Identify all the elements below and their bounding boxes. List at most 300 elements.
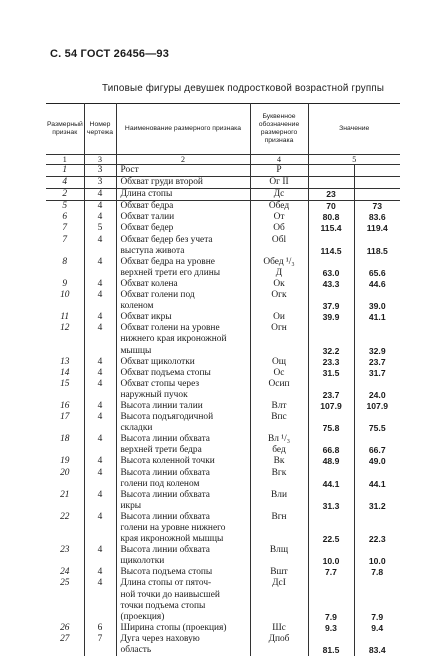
feature-code: Впс: [250, 412, 308, 423]
drawing-number: [84, 246, 116, 257]
drawing-number: [84, 445, 116, 456]
value-2: 39.0: [368, 301, 386, 312]
drawing-number: 4: [84, 412, 116, 423]
table-row: [46, 479, 400, 490]
feature-number: [46, 479, 84, 490]
value-1: [308, 490, 354, 501]
drawing-number: [84, 601, 116, 612]
feature-name: Длина стопы: [116, 189, 250, 201]
table-row: [46, 201, 400, 213]
col-header-value: Значение: [308, 104, 400, 155]
feature-code: Обед ¹/₃: [250, 257, 308, 268]
value-2: [354, 490, 400, 501]
value-1: [308, 578, 354, 589]
drawing-number: 4: [84, 434, 116, 445]
drawing-number: 4: [84, 357, 116, 368]
feature-name: Высота линии обхвата: [116, 468, 250, 479]
feature-number: [46, 301, 84, 312]
feature-name: Обхват голени на уровне: [116, 323, 250, 334]
feature-number: 25: [46, 578, 84, 589]
table-row: [46, 223, 400, 234]
feature-name: Высота коленной точки: [116, 456, 250, 467]
feature-number: 1: [46, 165, 84, 177]
table-row: [46, 512, 400, 523]
feature-code: Ок: [250, 279, 308, 290]
page-header: С. 54 ГОСТ 26456—93: [50, 48, 170, 60]
drawing-number: [84, 590, 116, 601]
table-row: [46, 523, 400, 534]
feature-code: [250, 612, 308, 623]
table-row: [46, 189, 400, 201]
value-1: [308, 512, 354, 523]
feature-name: Дуга через наховую: [116, 634, 250, 645]
value-1: 75.8: [308, 423, 354, 434]
feature-name: Обхват голени под: [116, 290, 250, 301]
feature-name: Обхват бедер: [116, 223, 250, 234]
feature-name: голени на уровне нижнего: [116, 523, 250, 534]
feature-name: Обхват стопы через: [116, 379, 250, 390]
value-2: [354, 235, 400, 246]
feature-code: Огн: [250, 323, 308, 334]
drawing-number: [84, 268, 116, 279]
value-2: 32.9: [368, 345, 386, 356]
drawing-number: 4: [84, 512, 116, 523]
feature-code: [250, 479, 308, 490]
feature-number: [46, 246, 84, 257]
value-2: 10.0: [368, 556, 386, 567]
feature-name: Обхват бедер без учета: [116, 235, 250, 246]
value-1: 107.9: [308, 401, 354, 412]
table-row: [46, 556, 400, 567]
feature-code: [250, 534, 308, 545]
feature-code: Вл ¹/₃: [250, 434, 308, 445]
feature-number: 21: [46, 490, 84, 501]
feature-name: Обхват колена: [116, 279, 250, 290]
table-row: [46, 490, 400, 501]
table-row: [46, 401, 400, 412]
feature-name: коленом: [116, 301, 250, 312]
feature-code: Влт: [250, 401, 308, 412]
feature-number: 26: [46, 623, 84, 634]
value-1: [308, 257, 354, 268]
value-2: 66.7: [368, 445, 386, 456]
feature-code: Обl: [250, 235, 308, 246]
drawing-number: 4: [84, 212, 116, 223]
drawing-number: 4: [84, 401, 116, 412]
value-2: [354, 379, 400, 390]
feature-number: 5: [46, 201, 84, 213]
feature-number: [46, 501, 84, 512]
value-2: 24.0: [368, 389, 386, 400]
feature-code: Об: [250, 223, 308, 234]
feature-code: Дпоб: [250, 634, 308, 645]
value-2: [354, 323, 400, 334]
feature-number: 15: [46, 379, 84, 390]
value-1: 7.9: [308, 612, 354, 623]
drawing-number: 4: [84, 379, 116, 390]
drawing-number: 4: [84, 290, 116, 301]
value-1: 48.9: [308, 456, 354, 467]
table-row: [46, 301, 400, 312]
value-2: [354, 290, 400, 301]
value-2: 44.6: [368, 278, 386, 289]
drawing-number: [84, 390, 116, 401]
feature-name: Обхват подъема стопы: [116, 368, 250, 379]
feature-code: [250, 301, 308, 312]
value-2: [354, 257, 400, 268]
col-header-code: Буквенное обозначение размерного признака: [250, 104, 308, 155]
table-row: [46, 578, 400, 589]
feature-number: 8: [46, 257, 84, 268]
feature-name: Высота линии обхвата: [116, 512, 250, 523]
feature-number: [46, 601, 84, 612]
feature-number: 9: [46, 279, 84, 290]
value-2: 83.4: [368, 645, 386, 656]
feature-code: Ои: [250, 312, 308, 323]
table-row: [46, 390, 400, 401]
table-row: [46, 235, 400, 246]
feature-code: Ос: [250, 368, 308, 379]
feature-number: 14: [46, 368, 84, 379]
feature-code: Огк: [250, 290, 308, 301]
drawing-number: [84, 334, 116, 345]
feature-number: 12: [46, 323, 84, 334]
feature-name: наружный пучок: [116, 390, 250, 401]
table-row: [46, 645, 400, 656]
value-2: 31.7: [368, 367, 386, 378]
feature-name: Высота подъягодичной: [116, 412, 250, 423]
value-2: 118.5: [366, 245, 388, 256]
drawing-number: 6: [84, 623, 116, 634]
table-row: [46, 412, 400, 423]
feature-code: Осип: [250, 379, 308, 390]
value-1: 32.2: [308, 346, 354, 357]
table-row: [46, 468, 400, 479]
feature-name: Высота линии обхвата: [116, 434, 250, 445]
feature-name: (проекция): [116, 612, 250, 623]
feature-name: Обхват бедра: [116, 201, 250, 213]
table-title: Типовые фигуры девушек подростковой возрастной группы: [102, 83, 385, 94]
feature-code: [250, 523, 308, 534]
value-2: 7.9: [371, 611, 384, 622]
drawing-number: 5: [84, 223, 116, 234]
value-2: 65.6: [368, 267, 386, 278]
value-2: 22.3: [368, 534, 386, 545]
feature-number: [46, 268, 84, 279]
feature-name: Обхват талии: [116, 212, 250, 223]
feature-code: [250, 246, 308, 257]
table-row: [46, 456, 400, 467]
feature-number: 11: [46, 312, 84, 323]
feature-code: Вшт: [250, 567, 308, 578]
feature-name: Обхват икры: [116, 312, 250, 323]
value-1: [308, 545, 354, 556]
drawing-number: 4: [84, 189, 116, 201]
feature-number: 24: [46, 567, 84, 578]
drawing-number: [84, 423, 116, 434]
value-2: [354, 177, 400, 189]
drawing-number: [84, 612, 116, 623]
drawing-number: 4: [84, 323, 116, 334]
col-number: 1: [46, 155, 84, 165]
value-2: 75.5: [368, 423, 386, 434]
value-1: 23.7: [308, 390, 354, 401]
feature-name: верхней трети бедра: [116, 445, 250, 456]
value-2: 49.0: [368, 456, 386, 467]
value-1: 66.8: [308, 445, 354, 456]
table-row: [46, 212, 400, 223]
feature-name: Высота линии обхвата: [116, 490, 250, 501]
value-1: 63.0: [308, 268, 354, 279]
measurements-table: [46, 103, 400, 656]
value-1: 31.5: [308, 368, 354, 379]
feature-name: точки подъема стопы: [116, 601, 250, 612]
table-row: [46, 279, 400, 290]
table-row: [46, 534, 400, 545]
value-1: [308, 412, 354, 423]
value-1: 10.0: [308, 556, 354, 567]
feature-number: 17: [46, 412, 84, 423]
value-2: [354, 545, 400, 556]
feature-number: [46, 334, 84, 345]
drawing-number: [84, 556, 116, 567]
value-1: 70: [308, 201, 354, 213]
feature-number: 6: [46, 212, 84, 223]
value-2: [354, 634, 400, 645]
value-1: 31.3: [308, 501, 354, 512]
value-2: [354, 601, 400, 612]
value-1: 37.9: [308, 301, 354, 312]
col-number: 3: [84, 155, 116, 165]
value-1: [308, 601, 354, 612]
feature-number: [46, 423, 84, 434]
table-row: [46, 312, 400, 323]
feature-code: [250, 501, 308, 512]
feature-number: [46, 534, 84, 545]
feature-number: 2: [46, 189, 84, 201]
feature-number: 10: [46, 290, 84, 301]
drawing-number: [84, 645, 116, 656]
feature-number: [46, 346, 84, 357]
feature-name: мышцы: [116, 346, 250, 357]
value-1: [308, 468, 354, 479]
drawing-number: [84, 501, 116, 512]
value-1: 7.7: [308, 567, 354, 578]
value-2: 107.9: [366, 400, 388, 411]
feature-name: щиколотки: [116, 556, 250, 567]
feature-number: [46, 612, 84, 623]
feature-code: От: [250, 212, 308, 223]
value-2: 119.4: [366, 223, 388, 234]
table-row: [46, 545, 400, 556]
value-1: [308, 323, 354, 334]
value-1: [308, 334, 354, 345]
feature-code: [250, 556, 308, 567]
feature-name: область: [116, 645, 250, 656]
feature-number: 22: [46, 512, 84, 523]
table-row: [46, 346, 400, 357]
value-2: [354, 412, 400, 423]
value-1: 115.4: [308, 223, 354, 234]
feature-code: ДсI: [250, 578, 308, 589]
value-1: [308, 177, 354, 189]
value-1: 39.9: [308, 312, 354, 323]
feature-code: [250, 423, 308, 434]
value-1: 44.1: [308, 479, 354, 490]
feature-number: 23: [46, 545, 84, 556]
feature-name: Высота линии талии: [116, 401, 250, 412]
value-2: [354, 434, 400, 445]
table-row: [46, 445, 400, 456]
value-2: [354, 189, 400, 201]
feature-number: 18: [46, 434, 84, 445]
value-2: [354, 523, 400, 534]
drawing-number: [84, 523, 116, 534]
col-header-feature: Размерный признак: [46, 104, 84, 155]
value-2: [354, 165, 400, 177]
table-row: [46, 434, 400, 445]
feature-code: Р: [250, 165, 308, 177]
feature-name: нижнего края икроножной: [116, 334, 250, 345]
drawing-number: 4: [84, 490, 116, 501]
feature-number: 4: [46, 177, 84, 189]
feature-number: [46, 556, 84, 567]
feature-number: 20: [46, 468, 84, 479]
feature-code: Вгк: [250, 468, 308, 479]
value-2: [354, 578, 400, 589]
feature-name: Длина стопы от пяточ-: [116, 578, 250, 589]
feature-code: [250, 334, 308, 345]
feature-number: 7: [46, 223, 84, 234]
table-row: [46, 268, 400, 279]
col-number: 4: [250, 155, 308, 165]
table-row: [46, 590, 400, 601]
drawing-number: [84, 534, 116, 545]
value-1: [308, 634, 354, 645]
feature-code: [250, 645, 308, 656]
table-row: [46, 634, 400, 645]
feature-name: Ширина стопы (проекция): [116, 623, 250, 634]
feature-number: 7: [46, 235, 84, 246]
value-1: [308, 379, 354, 390]
drawing-number: 4: [84, 201, 116, 213]
col-number: 5: [308, 155, 400, 165]
feature-number: 27: [46, 634, 84, 645]
table-row: [46, 177, 400, 189]
table-row: [46, 290, 400, 301]
feature-code: бед: [250, 445, 308, 456]
table-row: [46, 601, 400, 612]
feature-number: 19: [46, 456, 84, 467]
feature-name: Рост: [116, 165, 250, 177]
drawing-number: [84, 301, 116, 312]
table-row: [46, 165, 400, 177]
feature-code: Шс: [250, 623, 308, 634]
value-2: 23.7: [368, 356, 386, 367]
feature-code: Обед: [250, 201, 308, 213]
value-1: [308, 434, 354, 445]
value-1: [308, 290, 354, 301]
table-row: [46, 612, 400, 623]
drawing-number: 4: [84, 468, 116, 479]
feature-code: Ощ: [250, 357, 308, 368]
value-2: 83.6: [368, 212, 386, 223]
drawing-number: 4: [84, 545, 116, 556]
drawing-number: 3: [84, 165, 116, 177]
feature-name: края икроножной мышцы: [116, 534, 250, 545]
value-2: 41.1: [368, 312, 386, 323]
value-2: 31.2: [368, 500, 386, 511]
feature-code: Вли: [250, 490, 308, 501]
value-1: 81.5: [308, 645, 354, 656]
value-1: [308, 523, 354, 534]
drawing-number: 4: [84, 257, 116, 268]
drawing-number: 4: [84, 312, 116, 323]
value-1: [308, 590, 354, 601]
feature-number: [46, 390, 84, 401]
feature-number: [46, 645, 84, 656]
feature-code: Вгн: [250, 512, 308, 523]
feature-number: [46, 523, 84, 534]
feature-name: Обхват бедра на уровне: [116, 257, 250, 268]
value-1: 114.5: [308, 246, 354, 257]
drawing-number: 4: [84, 456, 116, 467]
value-2: [354, 468, 400, 479]
value-1: 23: [308, 189, 354, 201]
table-row: [46, 323, 400, 334]
drawing-number: [84, 346, 116, 357]
drawing-number: 3: [84, 177, 116, 189]
feature-name: выступа живота: [116, 246, 250, 257]
value-1: 43.3: [308, 279, 354, 290]
feature-name: голени под коленом: [116, 479, 250, 490]
feature-name: Высота линии обхвата: [116, 545, 250, 556]
feature-number: 13: [46, 357, 84, 368]
table-row: [46, 246, 400, 257]
feature-name: складки: [116, 423, 250, 434]
feature-code: [250, 390, 308, 401]
feature-number: [46, 445, 84, 456]
drawing-number: 4: [84, 279, 116, 290]
value-2: 73: [372, 201, 383, 212]
value-2: [354, 590, 400, 601]
value-1: 9.3: [308, 623, 354, 634]
drawing-number: 4: [84, 567, 116, 578]
value-2: 7.8: [371, 567, 384, 578]
drawing-number: 4: [84, 235, 116, 246]
col-header-name: Наименование размерного признака: [116, 104, 250, 155]
feature-code: Ог II: [250, 177, 308, 189]
feature-code: [250, 590, 308, 601]
table-row: [46, 368, 400, 379]
drawing-number: 4: [84, 368, 116, 379]
value-2: [354, 512, 400, 523]
feature-number: [46, 590, 84, 601]
table-row: [46, 423, 400, 434]
table-row: [46, 334, 400, 345]
col-number: 2: [116, 155, 250, 165]
table-row: [46, 567, 400, 578]
drawing-number: 7: [84, 634, 116, 645]
value-2: 44.1: [368, 478, 386, 489]
value-1: [308, 235, 354, 246]
value-2: [354, 334, 400, 345]
value-1: 80.8: [308, 212, 354, 223]
value-1: 22.5: [308, 534, 354, 545]
feature-code: Д: [250, 268, 308, 279]
feature-name: Высота подъема стопы: [116, 567, 250, 578]
feature-number: 16: [46, 401, 84, 412]
